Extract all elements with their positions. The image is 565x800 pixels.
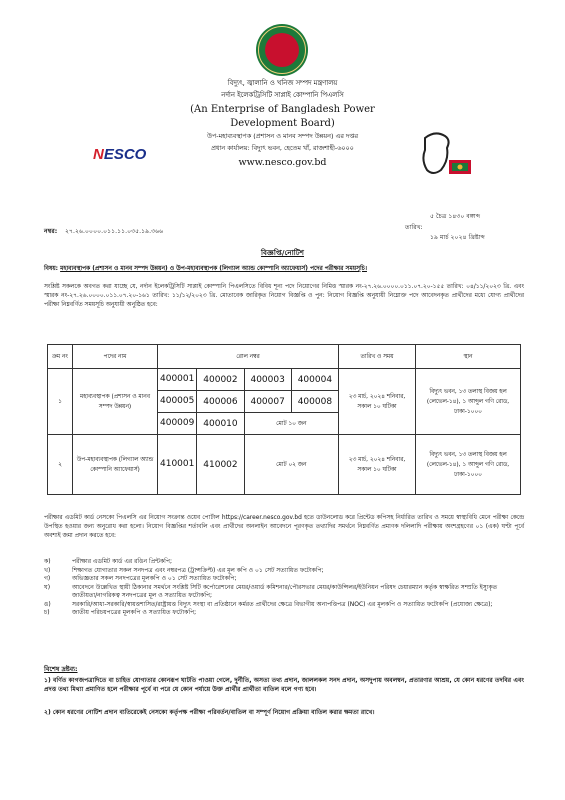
row-venue: বিদ্যুৎ ভবন, ১৩ তলাস্থ বিজয় হল (লেভেল-১৪), ১ আব্দুল গণি রোড, ঢাকা-১০০০ bbox=[416, 369, 521, 435]
table-row bbox=[48, 369, 521, 391]
date-bangla: ৫ চৈত্র ১৪৩০ বঙ্গাব্দ bbox=[430, 213, 481, 220]
date-label: তারিখ: bbox=[405, 224, 423, 231]
header-datetime: তারিখ ও সময় bbox=[339, 345, 416, 369]
row-total: মোট ১০ জন bbox=[244, 413, 338, 435]
notes-heading: বিশেষ দ্রষ্টব্য: bbox=[44, 665, 78, 673]
note-item: ২) কোন ধরণের নোটিশ প্রদান ব্যতিরেকেই নেসকো কর্তৃপক্ষ পরীক্ষা পরিবর্তন/বাতিল বা সম্পূর্ণ নিয়োগ প্রক্রিয়া বাতিল করার ক্ষমতা রাখে। bbox=[44, 709, 375, 716]
roll-number: 400002 bbox=[197, 369, 244, 391]
list-item: ঙ) সরকারি/আধা-সরকারি/স্বায়ত্তশাসিত/রাষ্ট্রায়ত্ত বিদ্যুৎ সংস্থা বা প্রতিষ্ঠানে কর্মরত প্রার্থীদের ক্ষেত্রে বিভাগীয় অনাপত্তিপত্র (NOC) এর মূলকপি ও সত্যায়িত ফটোকপি (প্রযোজ্য ক্ষেত্রে); bbox=[44, 600, 493, 608]
roll-number: 400010 bbox=[197, 413, 244, 435]
ministry-name: বিদ্যুৎ, জ্বালানি ও খনিজ সম্পদ মন্ত্রণালয় bbox=[227, 79, 338, 87]
note-item: ১) বর্ণিত কাগজপত্রাদিতে বা চাহিত যোগ্যতার কোনরূপ ঘাটতি পাওয়া গেলে, দুর্নীতি, অসত্য তথ্য প্রদান, জাললকল সনদ প্রদান, অসদুপায় অবলম্বন, প্রতারণার আশ্রয়, যে কোন ধরণের তদবির এবং প্রদত্ত তথ্য মিথ্যা প্রমাণিত হলে পরীক্ষার পূর্বে বা পরে যে কোন পর্যায়ে উক্ত প্রার্থীর প্রার্থীতা বাতিল বলে গণ্য হবে। bbox=[44, 677, 524, 694]
subject-text: মহাব্যবস্থাপক (প্রশাসন ও মানব সম্পদ উন্নয়ন) ও উপ-মহাব্যবস্থাপক (লিগ্যাল অ্যান্ড কোম্পানি অ্যাফেয়ার্স) পদের পরীক্ষার সময়সূচি। bbox=[60, 266, 367, 272]
list-item: ঘ) আবেদনে উল্লেখিত স্থায়ী ঠিকানার সমর্থনে সংশ্লিষ্ট সিটি কর্পোরেশনের মেয়র/ওয়ার্ড কমিশনার/পৌরসভার মেয়র/কাউন্সিলর/ইউনিয়ন পরিষদ চেয়ারম্যান কর্তৃক স্বাক্ষরিত সম্প্রতি ইস্যুকৃত জাতীয়তা/নাগরিকত্ব সনদপত্রের মূল ও সত্যায়িত ফটোকপি; bbox=[44, 583, 498, 600]
required-documents-list bbox=[44, 558, 524, 618]
memo-number: ২৭.২৬.০০০০.০১১.১১.০৩৫.১৯.৩৬৬ bbox=[65, 228, 164, 235]
roll-number: 400009 bbox=[158, 413, 197, 435]
office-address: প্রধান কার্যালয়: বিদ্যুৎ ভবন, হেতেম খাঁ, রাজশাহী-৬০০০ bbox=[211, 144, 354, 152]
roll-number: 400005 bbox=[158, 391, 197, 413]
row-datetime: ২৩ মার্চ, ২০২৪ শনিবার, সকাল ১০ ঘটিকা bbox=[339, 369, 416, 435]
row-serial: ২ bbox=[48, 435, 73, 495]
roll-number: 400004 bbox=[291, 369, 338, 391]
list-item: খ) শিক্ষাগত যোগ্যতার সকল সনদপত্র এবং নম্বরপত্র (ট্রান্সক্রিপ্ট) এর মূল কপি ও ০১ সেট সত্যায়িত ফটোকপি; bbox=[44, 566, 324, 574]
subject-line bbox=[44, 265, 524, 274]
company-name-bn: নর্দান ইলেকট্রিসিটি সাপ্লাই কোম্পানি পিএলসি bbox=[221, 91, 344, 99]
row-post: উপ-মহাব্যবস্থাপক (লিগ্যাল অ্যান্ড কোম্পানি অ্যাফেয়ার্স) bbox=[73, 435, 158, 495]
header-roll: রোল নম্বর bbox=[158, 345, 339, 369]
header-post: পদের নাম bbox=[73, 345, 158, 369]
office-name: উপ-মহাব্যবস্থাপক (প্রশাসন ও মানব সম্পদ উন্নয়ন) এর দপ্তর bbox=[206, 132, 359, 140]
exam-schedule-table bbox=[47, 344, 521, 495]
enterprise-line-2: Development Board) bbox=[230, 118, 335, 129]
date-gregorian: ১৯ মার্চ ২০২৪ খ্রিষ্টাব্দ bbox=[430, 234, 485, 241]
instructions-intro: পরীক্ষার এডমিট কার্ড নেসকো পিএলসি এর নিয়োগ সংক্রান্ত ওয়েব পোর্টাল https://career.nesco.gov.bd হতে ডাউনলোড করে প্রিন্টেড কপিসহ নির্ধারিত তারিখ ও সময়ে স্বাস্থ্যবিধি মেনে পরীক্ষা কেন্দ্রে উপস্থিত হওয়ার জন্য অনুরোধ করা হলো। নিয়োগ বিজ্ঞপ্তির শর্তাবলি এবং প্রার্থীদের অনলাইন আবেদনে পূরণকৃত তথ্যাদির সমর্থনে নিম্নবর্ণিত প্রমাণক দলিলাদি পরীক্ষায় অংশগ্রহণের ০১ (এক) ঘণ্টা পূর্বে অবশ্যই জমা প্রদান করতে হবে: bbox=[44, 515, 524, 540]
row-post: মহাব্যবস্থাপক (প্রশাসন ও মানব সম্পদ উন্নয়ন) bbox=[73, 369, 158, 435]
enterprise-line-1: (An Enterprise of Bangladesh Power bbox=[190, 104, 375, 115]
government-seal-icon bbox=[256, 24, 308, 76]
row-serial: ১ bbox=[48, 369, 73, 435]
row-datetime: ২৩ মার্চ, ২০২৪ শনিবার, সকাল ১০ ঘটিকা bbox=[339, 435, 416, 495]
row-venue: বিদ্যুৎ ভবন, ১৩ তলাস্থ বিজয় হল (লেভেল-১৪), ১ আব্দুল গণি রোড, ঢাকা-১০০০ bbox=[416, 435, 521, 495]
mujib-portrait-logo-icon bbox=[415, 130, 477, 186]
list-item: ক) পরীক্ষার এডমিট কার্ড এর রঙিন প্রিন্টকপি; bbox=[44, 558, 172, 565]
roll-number: 400007 bbox=[244, 391, 291, 413]
roll-number: 400006 bbox=[197, 391, 244, 413]
roll-number: 400008 bbox=[291, 391, 338, 413]
list-item: চ) জাতীয় পরিচয়পত্রের মূলকপি ও সত্যায়িত ফটোকপি; bbox=[44, 609, 197, 617]
website-link[interactable]: www.nesco.gov.bd bbox=[238, 157, 327, 168]
list-item: গ) অভিজ্ঞতার সকল সনদপত্রের মূলকপি ও ০১ সেট সত্যায়িত ফটোকপি; bbox=[44, 575, 237, 583]
memo-label: নম্বর: bbox=[44, 228, 58, 235]
notice-body: সংশ্লিষ্ট সকলকে অবগত করা যাচ্ছে যে, নর্দান ইলেকট্রিসিটি সাপ্লাই কোম্পানি পিএলসিতে বিবিধ শূন্য পদে নিয়োগের নিমিত্ত স্মারক নং-২৭.২৬.০০০০.০১১.০৭.২০-১৫৫ তারিখ: ০৪/১১/২০২৩ খ্রি. এবং স্মারক নং-২৭.২৬.০০০০.০১১.০৭.২০-১৬১ তারিখ: ১১/১২/২০২৩ খ্রি. মোতাবেক জারিকৃত নিয়োগ বিজ্ঞপ্তি ও পুন: নিয়োগ বিজ্ঞপ্তি অনুযায়ী নিম্নোক্ত পদে আবেদনকৃত প্রার্থীদের মধ্যে যোগ্য প্রার্থীদের পরীক্ষা নিম্নবর্ণিত সময়সূচি অনুযায়ী অনুষ্ঠিত হবে: bbox=[44, 284, 524, 309]
roll-number: 410001 bbox=[158, 435, 197, 495]
roll-number: 410002 bbox=[197, 435, 244, 495]
notice-title: বিজ্ঞপ্তি/নোটিশ bbox=[260, 248, 305, 257]
table-row bbox=[48, 435, 521, 495]
header-serial: ক্রম নং bbox=[48, 345, 73, 369]
roll-number: 400001 bbox=[158, 369, 197, 391]
subject-label: বিষয়: bbox=[44, 266, 59, 272]
roll-number: 400003 bbox=[244, 369, 291, 391]
header-venue: স্থান bbox=[416, 345, 521, 369]
nesco-logo: NESCO bbox=[93, 146, 147, 163]
row-total: মোট ০২ জন bbox=[244, 435, 338, 495]
